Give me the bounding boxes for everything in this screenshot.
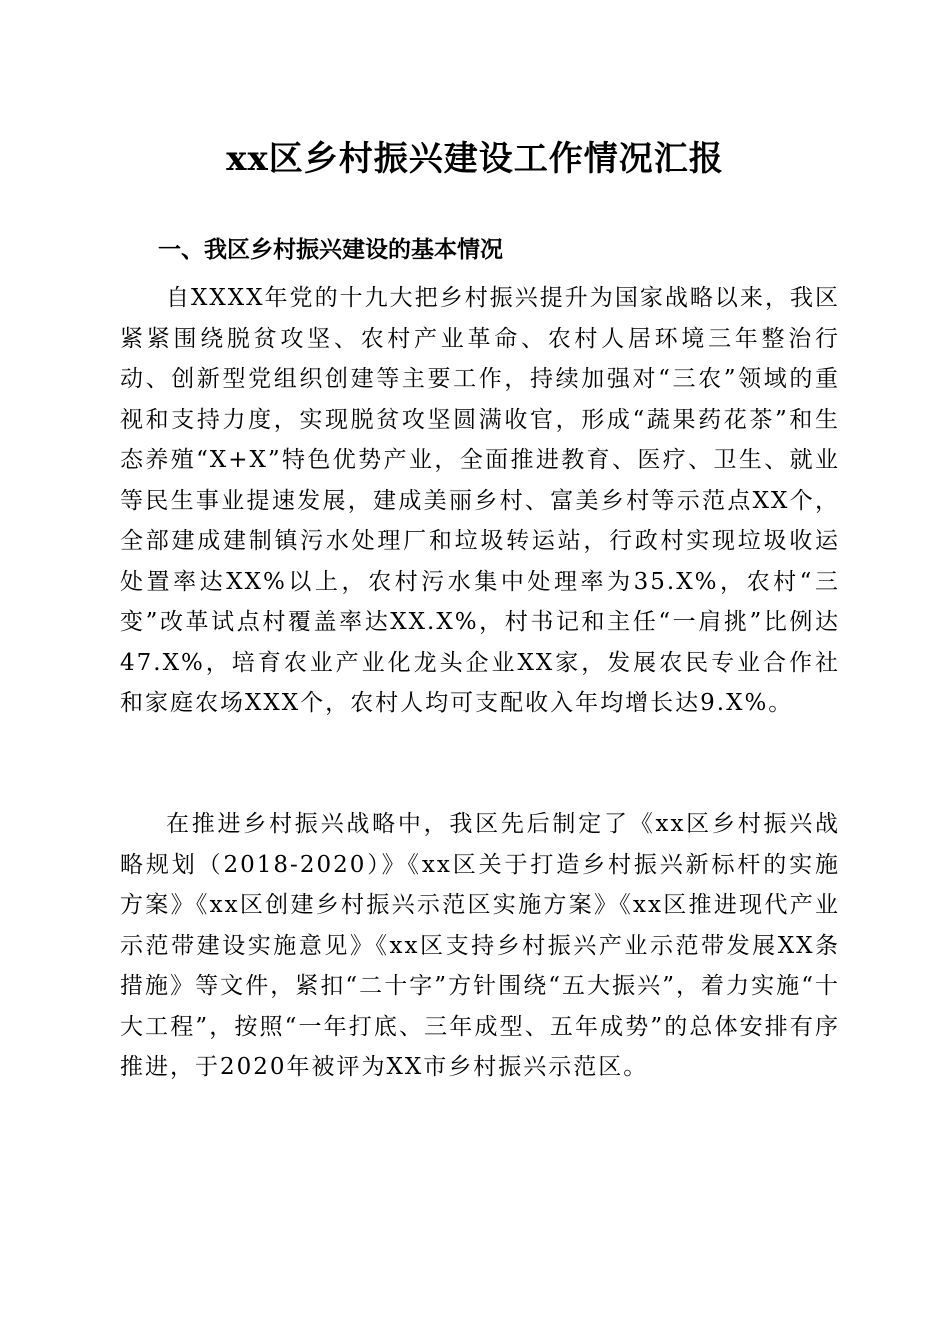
paragraph-basic-situation: 自XXXX年党的十九大把乡村振兴提升为国家战略以来，我区紧紧围绕脱贫攻坚、农村产业革命、农村人居环境三年整治行动、创新型党组织创建等主要工作，持续加强对“三农”领域的重视和支持力度，实现脱贫攻坚圆满收官，形成“蔬果药花茶”和生态养殖“X+X”特色优势产业，全面推进教育、医疗、卫生、就业等民生事业提速发展，建成美丽乡村、富美乡村等示范点XX个，全部建成建制镇污水处理厂和垃圾转运站，行政村实现垃圾收运处置率达XX%以上，农村污水集中处理率为35.X%，农村“三变”改革试点村覆盖率达XX.X%，村书记和主任“一肩挑”比例达47.X%，培育农业产业化龙头企业XX家，发展农民专业合作社和家庭农场XXX个，农村人均可支配收入年均增长达9.X%。	[120, 285, 840, 716]
paragraph-strategy-documents: 在推进乡村振兴战略中，我区先后制定了《xx区乡村振兴战略规划（2018-2020）》《xx区关于打造乡村振兴新标杆的实施方案》《xx区创建乡村振兴示范区实施方案》《xx区推进现代产业示范带建设实施意见》《xx区支持乡村振兴产业示范带发展XX条措施》等文件，紧扣“二十字”方针围绕“五大振兴”，着力实施“十大工程”，按照“一年打底、三年成型、五年成势”的总体安排有序推进，于2020年被评为XX市乡村振兴示范区。	[120, 811, 840, 1080]
section-heading: 一、我区乡村振兴建设的基本情况	[158, 237, 503, 263]
document-title: xx区乡村振兴建设工作情况汇报	[226, 139, 724, 179]
